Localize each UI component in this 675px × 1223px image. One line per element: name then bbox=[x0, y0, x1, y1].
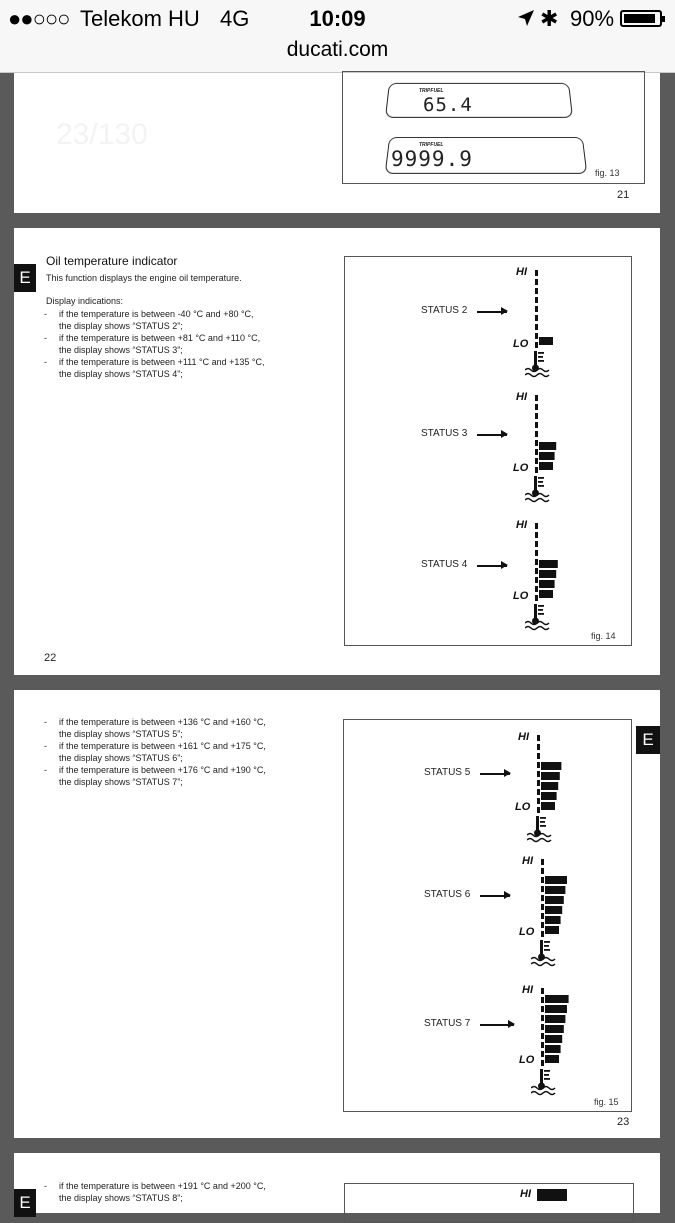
status-bullet-list bbox=[44, 1180, 334, 1204]
gauge-hi-label: HI bbox=[522, 855, 533, 867]
lcd-tag-tripfuel: TRIPFUEL bbox=[419, 88, 444, 94]
arrow-icon bbox=[480, 895, 510, 897]
battery-icon bbox=[620, 10, 662, 27]
network-type: 4G bbox=[220, 6, 250, 31]
thermometer-icon bbox=[531, 940, 555, 966]
gauge-scale-tick bbox=[541, 1033, 544, 1039]
gauge-scale-tick bbox=[535, 440, 538, 446]
gauge-level-bar bbox=[539, 580, 555, 588]
bullet-status-3: - if the temperature is between +81 °C and +110 °C, the display shows “STATUS 3”; bbox=[44, 333, 261, 355]
gauge-scale-tick bbox=[535, 279, 538, 285]
intro-text: This function displays the engine oil temperature. bbox=[46, 273, 242, 283]
gauge-scale-tick bbox=[537, 735, 540, 741]
gauge-scale-tick bbox=[541, 988, 544, 994]
address-bar-url[interactable]: ducati.com bbox=[286, 38, 389, 61]
arrow-icon bbox=[477, 311, 507, 313]
gauge-level-bar bbox=[545, 906, 562, 914]
status-label: STATUS 4 bbox=[421, 559, 468, 570]
page-number: 21 bbox=[617, 189, 630, 201]
gauge-lo-label: LO bbox=[519, 926, 535, 938]
bullet-status-6: - if the temperature is between +161 °C and +175 °C, the display shows “STATUS 6”; bbox=[44, 741, 266, 763]
language-tab-e: E bbox=[14, 264, 36, 292]
gauge-scale-tick bbox=[537, 789, 540, 795]
gauge-scale-tick bbox=[535, 342, 538, 348]
gauge-scale-tick bbox=[535, 532, 538, 538]
gauge-level-bar bbox=[545, 896, 564, 904]
battery-level-fill bbox=[624, 14, 655, 23]
gauge-scale-tick bbox=[537, 762, 540, 768]
status-label: STATUS 2 bbox=[421, 305, 468, 316]
status-label: STATUS 5 bbox=[424, 767, 471, 778]
gauge-scale-tick bbox=[541, 913, 544, 919]
thermometer-icon bbox=[525, 351, 549, 377]
faded-page-counter: 23/130 bbox=[56, 118, 148, 151]
gauge-level-bar bbox=[545, 926, 559, 934]
manual-page-22 bbox=[14, 228, 660, 675]
gauge-scale-tick bbox=[537, 744, 540, 750]
trip-fuel-display-small bbox=[385, 83, 573, 118]
gauge-level-bar bbox=[539, 570, 556, 578]
status-bar bbox=[0, 0, 675, 73]
gauge-scale-tick bbox=[535, 559, 538, 565]
figure-label: fig. 15 bbox=[594, 1097, 619, 1107]
gauge-scale-tick bbox=[541, 1042, 544, 1048]
gauge-hi-label: HI bbox=[522, 984, 533, 996]
gauge-scale-tick bbox=[541, 922, 544, 928]
gauge-level-bar bbox=[541, 792, 557, 800]
gauge-scale-tick bbox=[541, 1060, 544, 1066]
bullet-status-5: - if the temperature is between +136 °C and +160 °C, the display shows “STATUS 5”; bbox=[44, 717, 266, 739]
lcd-tag-tripfuel-2: TRIPFUEL bbox=[419, 142, 444, 148]
gauge-hi-label: HI bbox=[520, 1188, 531, 1200]
gauge-scale-tick bbox=[535, 431, 538, 437]
gauge-lo-label: LO bbox=[513, 590, 529, 602]
carrier-name: Telekom HU bbox=[80, 6, 200, 31]
page-number: 22 bbox=[44, 652, 57, 664]
status-bullet-list bbox=[44, 308, 334, 380]
manual-page-21 bbox=[14, 73, 660, 213]
gauge-lo-label: LO bbox=[519, 1054, 535, 1066]
gauge-scale-tick bbox=[541, 904, 544, 910]
gauge-scale-tick bbox=[537, 753, 540, 759]
gauge-level-bar bbox=[545, 916, 561, 924]
gauge-level-bar bbox=[539, 442, 556, 450]
gauge-lo-label: LO bbox=[513, 462, 529, 474]
figure-16-box bbox=[344, 1183, 634, 1223]
gauge-level-bar bbox=[539, 560, 558, 568]
gauge-scale-tick bbox=[535, 333, 538, 339]
gauge-scale-tick bbox=[535, 288, 538, 294]
gauge-level-bar bbox=[541, 782, 558, 790]
gauge-level-bar bbox=[539, 452, 555, 460]
lcd-value-small: 65.4 bbox=[423, 94, 473, 116]
bluetooth-icon: ✱ bbox=[540, 6, 559, 31]
arrow-icon bbox=[477, 565, 507, 567]
location-arrow-icon bbox=[516, 8, 536, 28]
status-label: STATUS 6 bbox=[424, 889, 471, 900]
manual-page-24 bbox=[14, 1153, 660, 1213]
gauge-hi-label: HI bbox=[518, 731, 529, 743]
figure-15-box bbox=[343, 719, 632, 1112]
status-bullet-list bbox=[44, 716, 334, 788]
arrow-icon bbox=[477, 434, 507, 436]
gauge-scale-tick bbox=[537, 780, 540, 786]
gauge-scale-tick bbox=[541, 1024, 544, 1030]
gauge-scale-tick bbox=[535, 577, 538, 583]
gauge-scale-tick bbox=[535, 395, 538, 401]
gauge-level-bar bbox=[539, 337, 553, 345]
oil-temperature-gauge-status-6 bbox=[531, 856, 581, 971]
gauge-scale-tick bbox=[535, 449, 538, 455]
language-tab-e: E bbox=[636, 726, 660, 754]
thermometer-icon bbox=[527, 816, 551, 842]
gauge-scale-tick bbox=[541, 868, 544, 874]
clock: 10:09 bbox=[309, 6, 366, 31]
gauge-hi-label: HI bbox=[516, 266, 527, 278]
manual-page-23 bbox=[14, 690, 660, 1138]
figure-label: fig. 14 bbox=[591, 631, 616, 641]
gauge-level-bar bbox=[545, 1055, 559, 1063]
oil-temperature-gauge-status-7 bbox=[531, 985, 581, 1100]
thermometer-icon bbox=[525, 604, 549, 630]
arrow-icon bbox=[480, 773, 510, 775]
gauge-level-bar bbox=[545, 1025, 564, 1033]
gauge-hi-label: HI bbox=[516, 519, 527, 531]
status-label: STATUS 3 bbox=[421, 428, 468, 439]
gauge-scale-tick bbox=[541, 886, 544, 892]
gauge-scale-tick bbox=[535, 324, 538, 330]
gauge-scale-tick bbox=[541, 931, 544, 937]
gauge-scale-tick bbox=[535, 270, 538, 276]
gauge-scale-tick bbox=[535, 586, 538, 592]
gauge-scale-tick bbox=[541, 859, 544, 865]
gauge-scale-tick bbox=[537, 771, 540, 777]
bullet-status-8: - if the temperature is between +191 °C and +200 °C, the display shows “STATUS 8”; bbox=[44, 1181, 266, 1203]
gauge-scale-tick bbox=[541, 1006, 544, 1012]
gauge-scale-tick bbox=[535, 315, 538, 321]
status-label: STATUS 7 bbox=[424, 1018, 471, 1029]
gauge-scale-tick bbox=[535, 523, 538, 529]
section-title: Oil temperature indicator bbox=[46, 254, 178, 268]
gauge-level-bar bbox=[545, 1005, 567, 1013]
gauge-scale-tick bbox=[535, 413, 538, 419]
gauge-scale-tick bbox=[535, 568, 538, 574]
oil-temperature-gauge-status-2 bbox=[525, 267, 575, 382]
gauge-scale-tick bbox=[535, 458, 538, 464]
gauge-scale-tick bbox=[535, 550, 538, 556]
gauge-level-bar bbox=[545, 995, 569, 1003]
gauge-hi-label: HI bbox=[516, 391, 527, 403]
display-indications-heading: Display indications: bbox=[46, 296, 124, 306]
gauge-scale-tick bbox=[541, 1015, 544, 1021]
gauge-scale-tick bbox=[535, 595, 538, 601]
bullet-status-2: - if the temperature is between -40 °C and +80 °C, the display shows “STATUS 2”; bbox=[44, 309, 254, 331]
page-number: 23 bbox=[617, 1116, 630, 1128]
gauge-level-bar bbox=[539, 590, 553, 598]
lcd-value-large: 9999.9 bbox=[391, 147, 473, 171]
oil-temperature-gauge-status-4 bbox=[525, 520, 575, 635]
figure-label: fig. 13 bbox=[595, 168, 620, 178]
gauge-scale-tick bbox=[541, 1051, 544, 1057]
gauge-scale-tick bbox=[541, 877, 544, 883]
gauge-scale-tick bbox=[535, 297, 538, 303]
gauge-level-bar bbox=[545, 1035, 562, 1043]
gauge-scale-tick bbox=[541, 895, 544, 901]
oil-temperature-gauge-status-5 bbox=[527, 732, 577, 847]
figure-13-box bbox=[342, 71, 645, 184]
gauge-scale-tick bbox=[535, 404, 538, 410]
gauge-scale-tick bbox=[535, 467, 538, 473]
figure-14-box bbox=[344, 256, 632, 646]
bullet-status-4: - if the temperature is between +111 °C and +135 °C, the display shows “STATUS 4”; bbox=[44, 357, 265, 379]
thermometer-icon bbox=[531, 1069, 555, 1095]
gauge-scale-tick bbox=[535, 541, 538, 547]
signal-strength-indicator: ●●○○○ bbox=[8, 6, 70, 31]
gauge-lo-label: LO bbox=[515, 801, 531, 813]
arrow-icon bbox=[480, 1024, 514, 1026]
gauge-scale-tick bbox=[535, 422, 538, 428]
gauge-top-bar bbox=[537, 1189, 567, 1201]
gauge-level-bar bbox=[539, 462, 553, 470]
thermometer-icon bbox=[525, 476, 549, 502]
gauge-lo-label: LO bbox=[513, 338, 529, 350]
battery-percent: 90% bbox=[570, 6, 615, 31]
gauge-scale-tick bbox=[541, 997, 544, 1003]
gauge-scale-tick bbox=[535, 306, 538, 312]
bullet-status-7: - if the temperature is between +176 °C and +190 °C, the display shows “STATUS 7”; bbox=[44, 765, 266, 787]
gauge-level-bar bbox=[545, 876, 567, 884]
gauge-level-bar bbox=[541, 762, 561, 770]
gauge-level-bar bbox=[545, 1045, 561, 1053]
gauge-level-bar bbox=[541, 802, 555, 810]
language-tab-e: E bbox=[14, 1189, 36, 1217]
gauge-level-bar bbox=[541, 772, 560, 780]
gauge-scale-tick bbox=[537, 798, 540, 804]
gauge-scale-tick bbox=[537, 807, 540, 813]
gauge-level-bar bbox=[545, 1015, 565, 1023]
oil-temperature-gauge-status-3 bbox=[525, 392, 575, 507]
gauge-level-bar bbox=[545, 886, 565, 894]
